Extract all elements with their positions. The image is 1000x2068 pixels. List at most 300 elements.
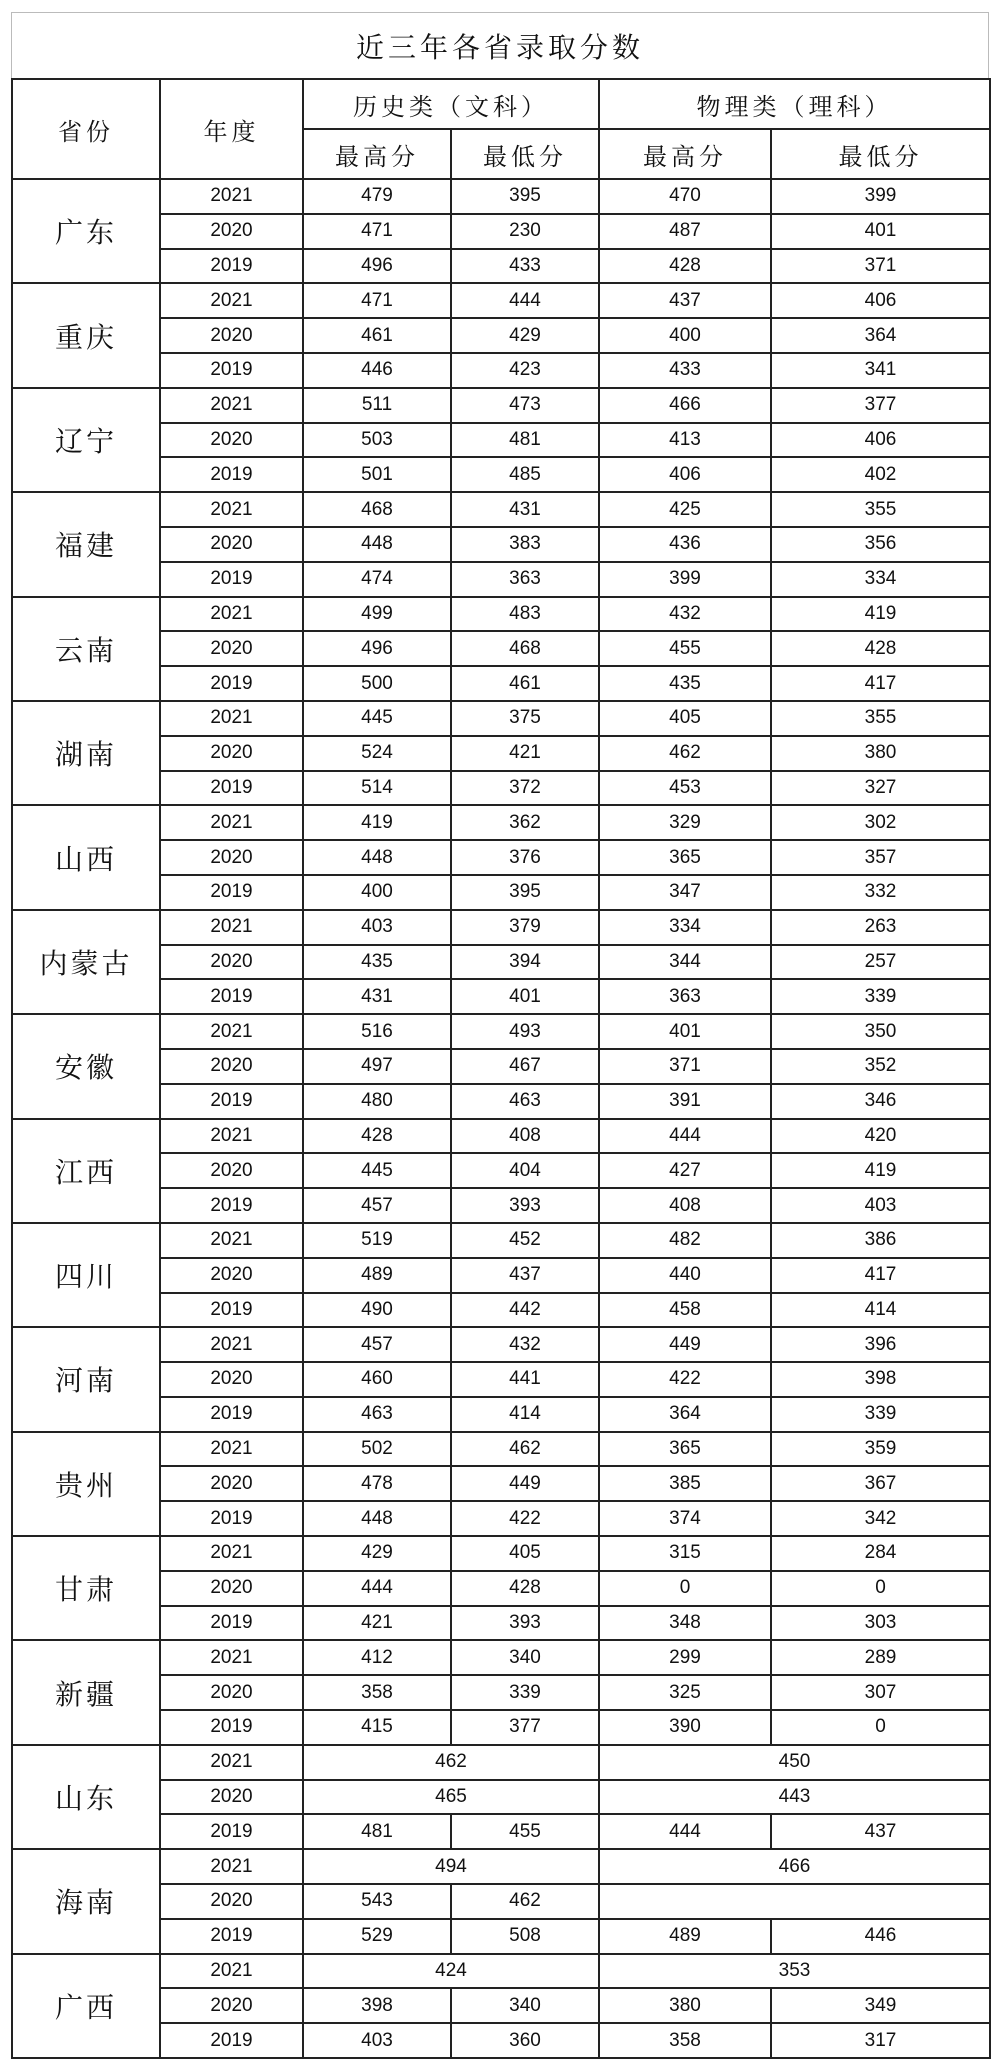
physics-max-cell: 427 (599, 1153, 771, 1188)
year-cell: 2020 (160, 214, 303, 249)
province-cell: 山西 (12, 805, 160, 909)
history-min-cell: 360 (451, 2023, 599, 2058)
history-max-cell: 358 (303, 1675, 451, 1710)
table-row (12, 805, 990, 840)
physics-min-cell: 399 (771, 179, 990, 214)
physics-max-cell: 371 (599, 1049, 771, 1084)
history-min-cell: 395 (451, 179, 599, 214)
history-max-cell: 524 (303, 736, 451, 771)
physics-max-cell: 299 (599, 1640, 771, 1675)
table-row (12, 1223, 990, 1258)
year-cell: 2021 (160, 1745, 303, 1780)
table-row (12, 283, 990, 318)
physics-max-cell: 390 (599, 1710, 771, 1745)
history-max-cell: 497 (303, 1049, 451, 1084)
history-min-cell: 340 (451, 1640, 599, 1675)
province-cell: 云南 (12, 597, 160, 701)
year-cell: 2019 (160, 771, 303, 806)
year-cell: 2021 (160, 1223, 303, 1258)
history-max-cell: 511 (303, 388, 451, 423)
physics-min-cell: 357 (771, 840, 990, 875)
physics-min-cell: 398 (771, 1362, 990, 1397)
physics-min-cell: 406 (771, 423, 990, 458)
history-min-cell: 431 (451, 492, 599, 527)
year-cell: 2019 (160, 1710, 303, 1745)
history-min-cell: 362 (451, 805, 599, 840)
physics-min-cell: 339 (771, 979, 990, 1014)
history-max-cell: 461 (303, 318, 451, 353)
physics-min-cell: 367 (771, 1466, 990, 1501)
physics-min-cell: 332 (771, 875, 990, 910)
history-max-cell: 403 (303, 2023, 451, 2058)
history-min-cell: 376 (451, 840, 599, 875)
physics-max-cell: 462 (599, 736, 771, 771)
physics-min-cell: 303 (771, 1606, 990, 1641)
physics-min-cell: 446 (771, 1919, 990, 1954)
physics-max-cell: 329 (599, 805, 771, 840)
physics-max-cell: 453 (599, 771, 771, 806)
history-min-cell: 339 (451, 1675, 599, 1710)
history-min-cell: 433 (451, 249, 599, 284)
physics-min-cell: 355 (771, 492, 990, 527)
header-history-max: 最高分 (303, 129, 451, 179)
physics-min-cell: 380 (771, 736, 990, 771)
physics-max-cell: 344 (599, 945, 771, 980)
province-cell: 海南 (12, 1849, 160, 1953)
physics-min-cell: 327 (771, 771, 990, 806)
year-cell: 2021 (160, 1327, 303, 1362)
history-max-cell: 435 (303, 945, 451, 980)
history-max-cell: 444 (303, 1571, 451, 1606)
year-cell: 2019 (160, 1606, 303, 1641)
physics-max-cell: 365 (599, 840, 771, 875)
history-max-cell: 468 (303, 492, 451, 527)
physics-min-cell: 420 (771, 1119, 990, 1154)
history-min-cell: 442 (451, 1293, 599, 1328)
history-max-cell: 431 (303, 979, 451, 1014)
year-cell: 2020 (160, 945, 303, 980)
history-max-cell: 490 (303, 1293, 451, 1328)
history-min-cell: 340 (451, 1988, 599, 2023)
history-min-cell: 414 (451, 1397, 599, 1432)
history-max-cell: 415 (303, 1710, 451, 1745)
history-min-cell: 441 (451, 1362, 599, 1397)
header-physics: 物理类（理科） (599, 79, 990, 129)
year-cell: 2019 (160, 1501, 303, 1536)
physics-max-cell: 440 (599, 1258, 771, 1293)
header-physics-max: 最高分 (599, 129, 771, 179)
year-cell: 2019 (160, 1814, 303, 1849)
year-cell: 2019 (160, 249, 303, 284)
score-table (11, 78, 991, 2059)
physics-max-cell: 347 (599, 875, 771, 910)
physics-max-cell: 449 (599, 1327, 771, 1362)
physics-min-cell: 396 (771, 1327, 990, 1362)
year-cell: 2021 (160, 1849, 303, 1884)
table-row (12, 1745, 990, 1780)
year-cell: 2020 (160, 736, 303, 771)
year-cell: 2019 (160, 1293, 303, 1328)
history-max-cell: 500 (303, 666, 451, 701)
physics-max-cell: 428 (599, 249, 771, 284)
physics-min-cell: 346 (771, 1084, 990, 1119)
history-min-cell: 421 (451, 736, 599, 771)
physics-min-cell: 419 (771, 1153, 990, 1188)
history-max-cell: 474 (303, 562, 451, 597)
physics-min-cell: 437 (771, 1814, 990, 1849)
year-cell: 2019 (160, 353, 303, 388)
history-max-cell: 400 (303, 875, 451, 910)
history-max-cell: 419 (303, 805, 451, 840)
year-cell: 2020 (160, 318, 303, 353)
table-row (12, 1119, 990, 1154)
physics-min-cell: 406 (771, 283, 990, 318)
history-max-cell: 448 (303, 840, 451, 875)
table-row (12, 1014, 990, 1049)
header-province: 省份 (12, 79, 160, 179)
history-score-cell: 462 (303, 1745, 599, 1780)
year-cell: 2019 (160, 1084, 303, 1119)
year-cell: 2021 (160, 805, 303, 840)
history-min-cell: 394 (451, 945, 599, 980)
history-max-cell: 412 (303, 1640, 451, 1675)
history-max-cell: 448 (303, 1501, 451, 1536)
physics-max-cell: 325 (599, 1675, 771, 1710)
history-max-cell: 463 (303, 1397, 451, 1432)
history-min-cell: 449 (451, 1466, 599, 1501)
physics-max-cell: 425 (599, 492, 771, 527)
history-min-cell: 375 (451, 701, 599, 736)
physics-score-cell: 466 (599, 1849, 990, 1884)
year-cell: 2021 (160, 388, 303, 423)
history-min-cell: 483 (451, 597, 599, 632)
physics-score-cell: 450 (599, 1745, 990, 1780)
year-cell: 2020 (160, 527, 303, 562)
physics-max-cell: 374 (599, 1501, 771, 1536)
year-cell: 2021 (160, 1119, 303, 1154)
year-cell: 2021 (160, 910, 303, 945)
table-row (12, 701, 990, 736)
physics-score-cell: 443 (599, 1780, 990, 1815)
physics-min-cell: 356 (771, 527, 990, 562)
physics-max-cell: 432 (599, 597, 771, 632)
province-cell: 江西 (12, 1119, 160, 1223)
history-max-cell: 446 (303, 353, 451, 388)
history-max-cell: 529 (303, 1919, 451, 1954)
score-sheet (11, 12, 989, 2059)
history-max-cell: 428 (303, 1119, 451, 1154)
physics-min-cell: 339 (771, 1397, 990, 1432)
table-row (12, 1849, 990, 1884)
physics-min-cell: 257 (771, 945, 990, 980)
year-cell: 2019 (160, 1188, 303, 1223)
year-cell: 2019 (160, 2023, 303, 2058)
history-max-cell: 429 (303, 1536, 451, 1571)
province-cell: 广西 (12, 1954, 160, 2058)
province-cell: 贵州 (12, 1432, 160, 1536)
physics-min-cell: 317 (771, 2023, 990, 2058)
physics-score-cell (599, 1884, 990, 1919)
physics-max-cell: 408 (599, 1188, 771, 1223)
header-history-min: 最低分 (451, 129, 599, 179)
year-cell: 2020 (160, 1988, 303, 2023)
history-max-cell: 501 (303, 457, 451, 492)
physics-min-cell: 342 (771, 1501, 990, 1536)
physics-max-cell: 400 (599, 318, 771, 353)
year-cell: 2021 (160, 1432, 303, 1467)
history-min-cell: 405 (451, 1536, 599, 1571)
province-cell: 河南 (12, 1327, 160, 1431)
physics-min-cell: 355 (771, 701, 990, 736)
physics-min-cell: 403 (771, 1188, 990, 1223)
history-max-cell: 516 (303, 1014, 451, 1049)
physics-min-cell: 371 (771, 249, 990, 284)
history-min-cell: 363 (451, 562, 599, 597)
year-cell: 2020 (160, 840, 303, 875)
history-min-cell: 473 (451, 388, 599, 423)
physics-max-cell: 358 (599, 2023, 771, 2058)
history-max-cell: 457 (303, 1327, 451, 1362)
physics-min-cell: 414 (771, 1293, 990, 1328)
year-cell: 2021 (160, 1014, 303, 1049)
history-min-cell: 462 (451, 1432, 599, 1467)
physics-min-cell: 334 (771, 562, 990, 597)
province-cell: 安徽 (12, 1014, 160, 1118)
year-cell: 2021 (160, 1954, 303, 1989)
physics-max-cell: 482 (599, 1223, 771, 1258)
history-min-cell: 468 (451, 631, 599, 666)
table-row (12, 492, 990, 527)
physics-max-cell: 437 (599, 283, 771, 318)
physics-min-cell: 386 (771, 1223, 990, 1258)
province-cell: 重庆 (12, 283, 160, 387)
history-min-cell: 493 (451, 1014, 599, 1049)
year-cell: 2020 (160, 1571, 303, 1606)
physics-max-cell: 466 (599, 388, 771, 423)
year-cell: 2019 (160, 457, 303, 492)
province-cell: 甘肃 (12, 1536, 160, 1640)
physics-max-cell: 422 (599, 1362, 771, 1397)
province-cell: 广东 (12, 179, 160, 283)
physics-max-cell: 435 (599, 666, 771, 701)
physics-min-cell: 349 (771, 1988, 990, 2023)
history-min-cell: 481 (451, 423, 599, 458)
history-min-cell: 508 (451, 1919, 599, 1954)
history-min-cell: 383 (451, 527, 599, 562)
year-cell: 2021 (160, 179, 303, 214)
history-min-cell: 393 (451, 1188, 599, 1223)
physics-max-cell: 444 (599, 1119, 771, 1154)
physics-max-cell: 0 (599, 1571, 771, 1606)
physics-min-cell: 417 (771, 666, 990, 701)
history-max-cell: 480 (303, 1084, 451, 1119)
physics-min-cell: 419 (771, 597, 990, 632)
history-max-cell: 481 (303, 1814, 451, 1849)
physics-min-cell: 289 (771, 1640, 990, 1675)
history-max-cell: 460 (303, 1362, 451, 1397)
physics-max-cell: 489 (599, 1919, 771, 1954)
physics-min-cell: 0 (771, 1571, 990, 1606)
physics-min-cell: 359 (771, 1432, 990, 1467)
physics-max-cell: 444 (599, 1814, 771, 1849)
history-max-cell: 519 (303, 1223, 451, 1258)
province-cell: 福建 (12, 492, 160, 596)
history-min-cell: 485 (451, 457, 599, 492)
history-min-cell: 408 (451, 1119, 599, 1154)
header-physics-min: 最低分 (771, 129, 990, 179)
history-min-cell: 467 (451, 1049, 599, 1084)
physics-min-cell: 417 (771, 1258, 990, 1293)
physics-score-cell: 353 (599, 1954, 990, 1989)
physics-max-cell: 334 (599, 910, 771, 945)
history-max-cell: 543 (303, 1884, 451, 1919)
history-max-cell: 479 (303, 179, 451, 214)
year-cell: 2021 (160, 283, 303, 318)
history-min-cell: 461 (451, 666, 599, 701)
physics-min-cell: 352 (771, 1049, 990, 1084)
year-cell: 2020 (160, 1362, 303, 1397)
header-history: 历史类（文科） (303, 79, 599, 129)
province-cell: 四川 (12, 1223, 160, 1327)
history-max-cell: 502 (303, 1432, 451, 1467)
physics-max-cell: 399 (599, 562, 771, 597)
table-row (12, 597, 990, 632)
history-score-cell: 424 (303, 1954, 599, 1989)
history-max-cell: 514 (303, 771, 451, 806)
history-max-cell: 496 (303, 249, 451, 284)
year-cell: 2019 (160, 1919, 303, 1954)
history-max-cell: 503 (303, 423, 451, 458)
year-cell: 2019 (160, 1397, 303, 1432)
history-max-cell: 403 (303, 910, 451, 945)
physics-max-cell: 365 (599, 1432, 771, 1467)
year-cell: 2020 (160, 1258, 303, 1293)
history-max-cell: 421 (303, 1606, 451, 1641)
physics-max-cell: 348 (599, 1606, 771, 1641)
history-score-cell: 494 (303, 1849, 599, 1884)
year-cell: 2019 (160, 979, 303, 1014)
history-min-cell: 463 (451, 1084, 599, 1119)
table-row (12, 1640, 990, 1675)
physics-max-cell: 458 (599, 1293, 771, 1328)
physics-min-cell: 284 (771, 1536, 990, 1571)
year-cell: 2020 (160, 1884, 303, 1919)
table-row (12, 1432, 990, 1467)
history-score-cell: 465 (303, 1780, 599, 1815)
year-cell: 2020 (160, 423, 303, 458)
physics-max-cell: 363 (599, 979, 771, 1014)
history-min-cell: 401 (451, 979, 599, 1014)
history-min-cell: 230 (451, 214, 599, 249)
physics-min-cell: 364 (771, 318, 990, 353)
history-min-cell: 379 (451, 910, 599, 945)
year-cell: 2019 (160, 666, 303, 701)
history-min-cell: 444 (451, 283, 599, 318)
physics-max-cell: 406 (599, 457, 771, 492)
table-row (12, 388, 990, 423)
province-cell: 新疆 (12, 1640, 160, 1744)
history-max-cell: 489 (303, 1258, 451, 1293)
physics-min-cell: 401 (771, 214, 990, 249)
history-max-cell: 499 (303, 597, 451, 632)
province-cell: 辽宁 (12, 388, 160, 492)
history-min-cell: 422 (451, 1501, 599, 1536)
physics-max-cell: 487 (599, 214, 771, 249)
physics-min-cell: 402 (771, 457, 990, 492)
province-cell: 湖南 (12, 701, 160, 805)
physics-max-cell: 385 (599, 1466, 771, 1501)
table-row (12, 1327, 990, 1362)
history-max-cell: 457 (303, 1188, 451, 1223)
table-row (12, 1954, 990, 1989)
physics-min-cell: 341 (771, 353, 990, 388)
history-min-cell: 404 (451, 1153, 599, 1188)
history-max-cell: 496 (303, 631, 451, 666)
year-cell: 2020 (160, 1466, 303, 1501)
history-min-cell: 428 (451, 1571, 599, 1606)
province-cell: 山东 (12, 1745, 160, 1849)
physics-min-cell: 302 (771, 805, 990, 840)
history-min-cell: 462 (451, 1884, 599, 1919)
physics-max-cell: 413 (599, 423, 771, 458)
page-title: 近三年各省录取分数 (11, 12, 989, 78)
history-max-cell: 445 (303, 701, 451, 736)
history-min-cell: 423 (451, 353, 599, 388)
physics-min-cell: 0 (771, 1710, 990, 1745)
table-body (12, 179, 990, 2058)
history-max-cell: 398 (303, 1988, 451, 2023)
year-cell: 2021 (160, 1640, 303, 1675)
physics-min-cell: 263 (771, 910, 990, 945)
history-min-cell: 429 (451, 318, 599, 353)
year-cell: 2020 (160, 1049, 303, 1084)
physics-min-cell: 307 (771, 1675, 990, 1710)
history-min-cell: 437 (451, 1258, 599, 1293)
year-cell: 2020 (160, 631, 303, 666)
history-min-cell: 372 (451, 771, 599, 806)
physics-max-cell: 391 (599, 1084, 771, 1119)
history-max-cell: 445 (303, 1153, 451, 1188)
physics-max-cell: 380 (599, 1988, 771, 2023)
year-cell: 2019 (160, 562, 303, 597)
history-max-cell: 471 (303, 283, 451, 318)
physics-min-cell: 350 (771, 1014, 990, 1049)
history-min-cell: 455 (451, 1814, 599, 1849)
physics-max-cell: 364 (599, 1397, 771, 1432)
physics-max-cell: 315 (599, 1536, 771, 1571)
table-row (12, 1536, 990, 1571)
physics-max-cell: 401 (599, 1014, 771, 1049)
history-min-cell: 377 (451, 1710, 599, 1745)
province-cell: 内蒙古 (12, 910, 160, 1014)
physics-max-cell: 455 (599, 631, 771, 666)
year-cell: 2020 (160, 1153, 303, 1188)
history-min-cell: 395 (451, 875, 599, 910)
physics-max-cell: 433 (599, 353, 771, 388)
history-max-cell: 448 (303, 527, 451, 562)
physics-min-cell: 428 (771, 631, 990, 666)
physics-min-cell: 377 (771, 388, 990, 423)
year-cell: 2021 (160, 701, 303, 736)
history-min-cell: 432 (451, 1327, 599, 1362)
year-cell: 2021 (160, 1536, 303, 1571)
year-cell: 2021 (160, 597, 303, 632)
history-max-cell: 471 (303, 214, 451, 249)
year-cell: 2020 (160, 1780, 303, 1815)
physics-max-cell: 405 (599, 701, 771, 736)
table-row (12, 179, 990, 214)
year-cell: 2019 (160, 875, 303, 910)
